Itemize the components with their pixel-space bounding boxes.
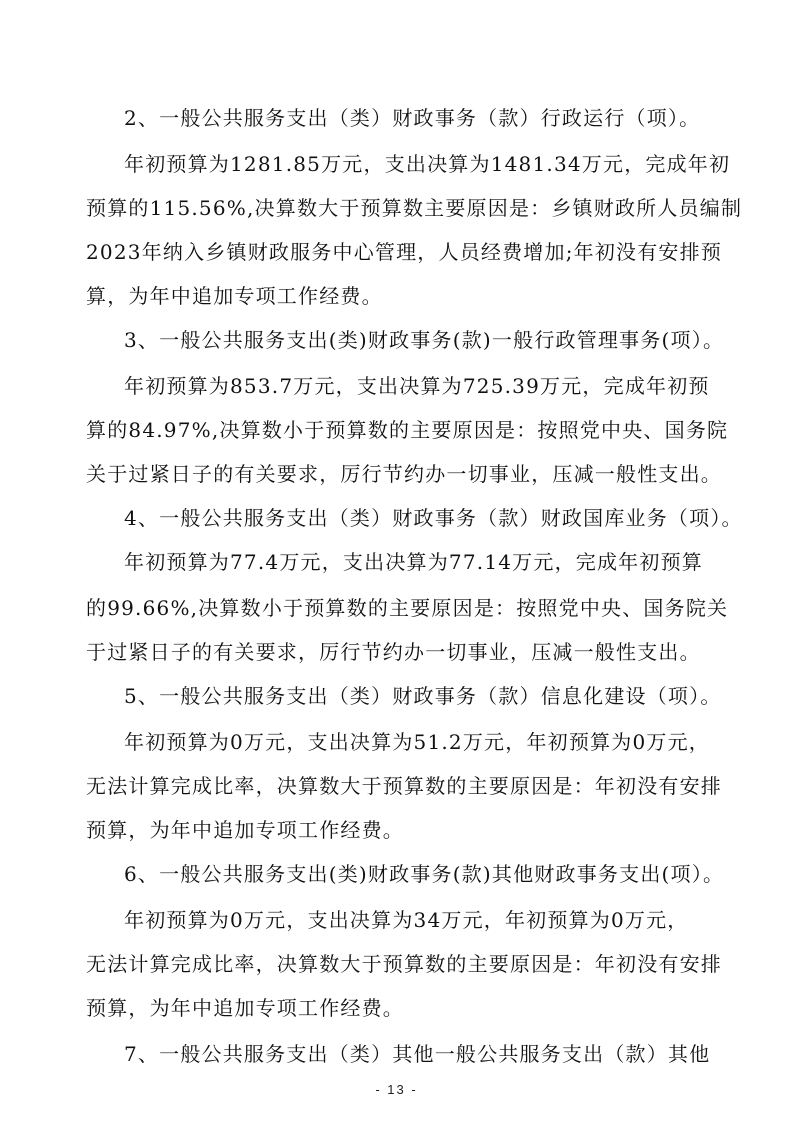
- paragraph-line: 年初预算为77.4万元，支出决算为77.14万元，完成年初预算: [124, 550, 703, 574]
- paragraph-line: 4、一般公共服务支出（类）财政事务（款）财政国库业务（项）。: [124, 506, 743, 530]
- paragraph-line: 年初预算为1281.85万元，支出决算为1481.34万元，完成年初: [124, 152, 731, 176]
- paragraph-line: 预算，为年中追加专项工作经费。: [86, 996, 404, 1020]
- paragraph-line: 的99.66%,决算数小于预算数的主要原因是：按照党中央、国务院关: [86, 596, 729, 620]
- paragraph-line: 预算，为年中追加专项工作经费。: [86, 818, 404, 842]
- paragraph-line: 于过紧日子的有关要求，厉行节约办一切事业，压减一般性支出。: [86, 640, 701, 664]
- page-number: - 13 -: [375, 1082, 418, 1097]
- paragraph-line: 关于过紧日子的有关要求，厉行节约办一切事业，压减一般性支出。: [86, 462, 722, 486]
- paragraph-line: 3、一般公共服务支出(类)财政事务(款)一般行政管理事务(项）。: [124, 328, 725, 352]
- paragraph-line: 7、一般公共服务支出（类）其他一般公共服务支出（款）其他: [124, 1042, 711, 1066]
- paragraph-line: 无法计算完成比率，决算数大于预算数的主要原因是：年初没有安排: [86, 774, 722, 798]
- paragraph-line: 年初预算为0万元，支出决算为34万元，年初预算为0万元，: [124, 908, 689, 932]
- paragraph-line: 算，为年中追加专项工作经费。: [86, 284, 383, 308]
- paragraph-line: 2、一般公共服务支出（类）财政事务（款）行政运行（项）。: [124, 106, 701, 130]
- paragraph-line: 5、一般公共服务支出（类）财政事务（款）信息化建设（项）。: [124, 684, 722, 708]
- paragraph-line: 预算的115.56%,决算数大于预算数主要原因是：乡镇财政所人员编制: [86, 196, 743, 220]
- paragraph-line: 无法计算完成比率，决算数大于预算数的主要原因是：年初没有安排: [86, 952, 722, 976]
- paragraph-line: 年初预算为853.7万元，支出决算为725.39万元，完成年初预: [124, 374, 710, 398]
- paragraph-line: 6、一般公共服务支出(类)财政事务(款)其他财政事务支出(项）。: [124, 862, 725, 886]
- paragraph-line: 2023年纳入乡镇财政服务中心管理，人员经费增加;年初没有安排预: [86, 240, 723, 264]
- paragraph-line: 算的84.97%,决算数小于预算数的主要原因是：按照党中央、国务院: [86, 418, 729, 442]
- paragraph-line: 年初预算为0万元，支出决算为51.2万元，年初预算为0万元，: [124, 730, 710, 754]
